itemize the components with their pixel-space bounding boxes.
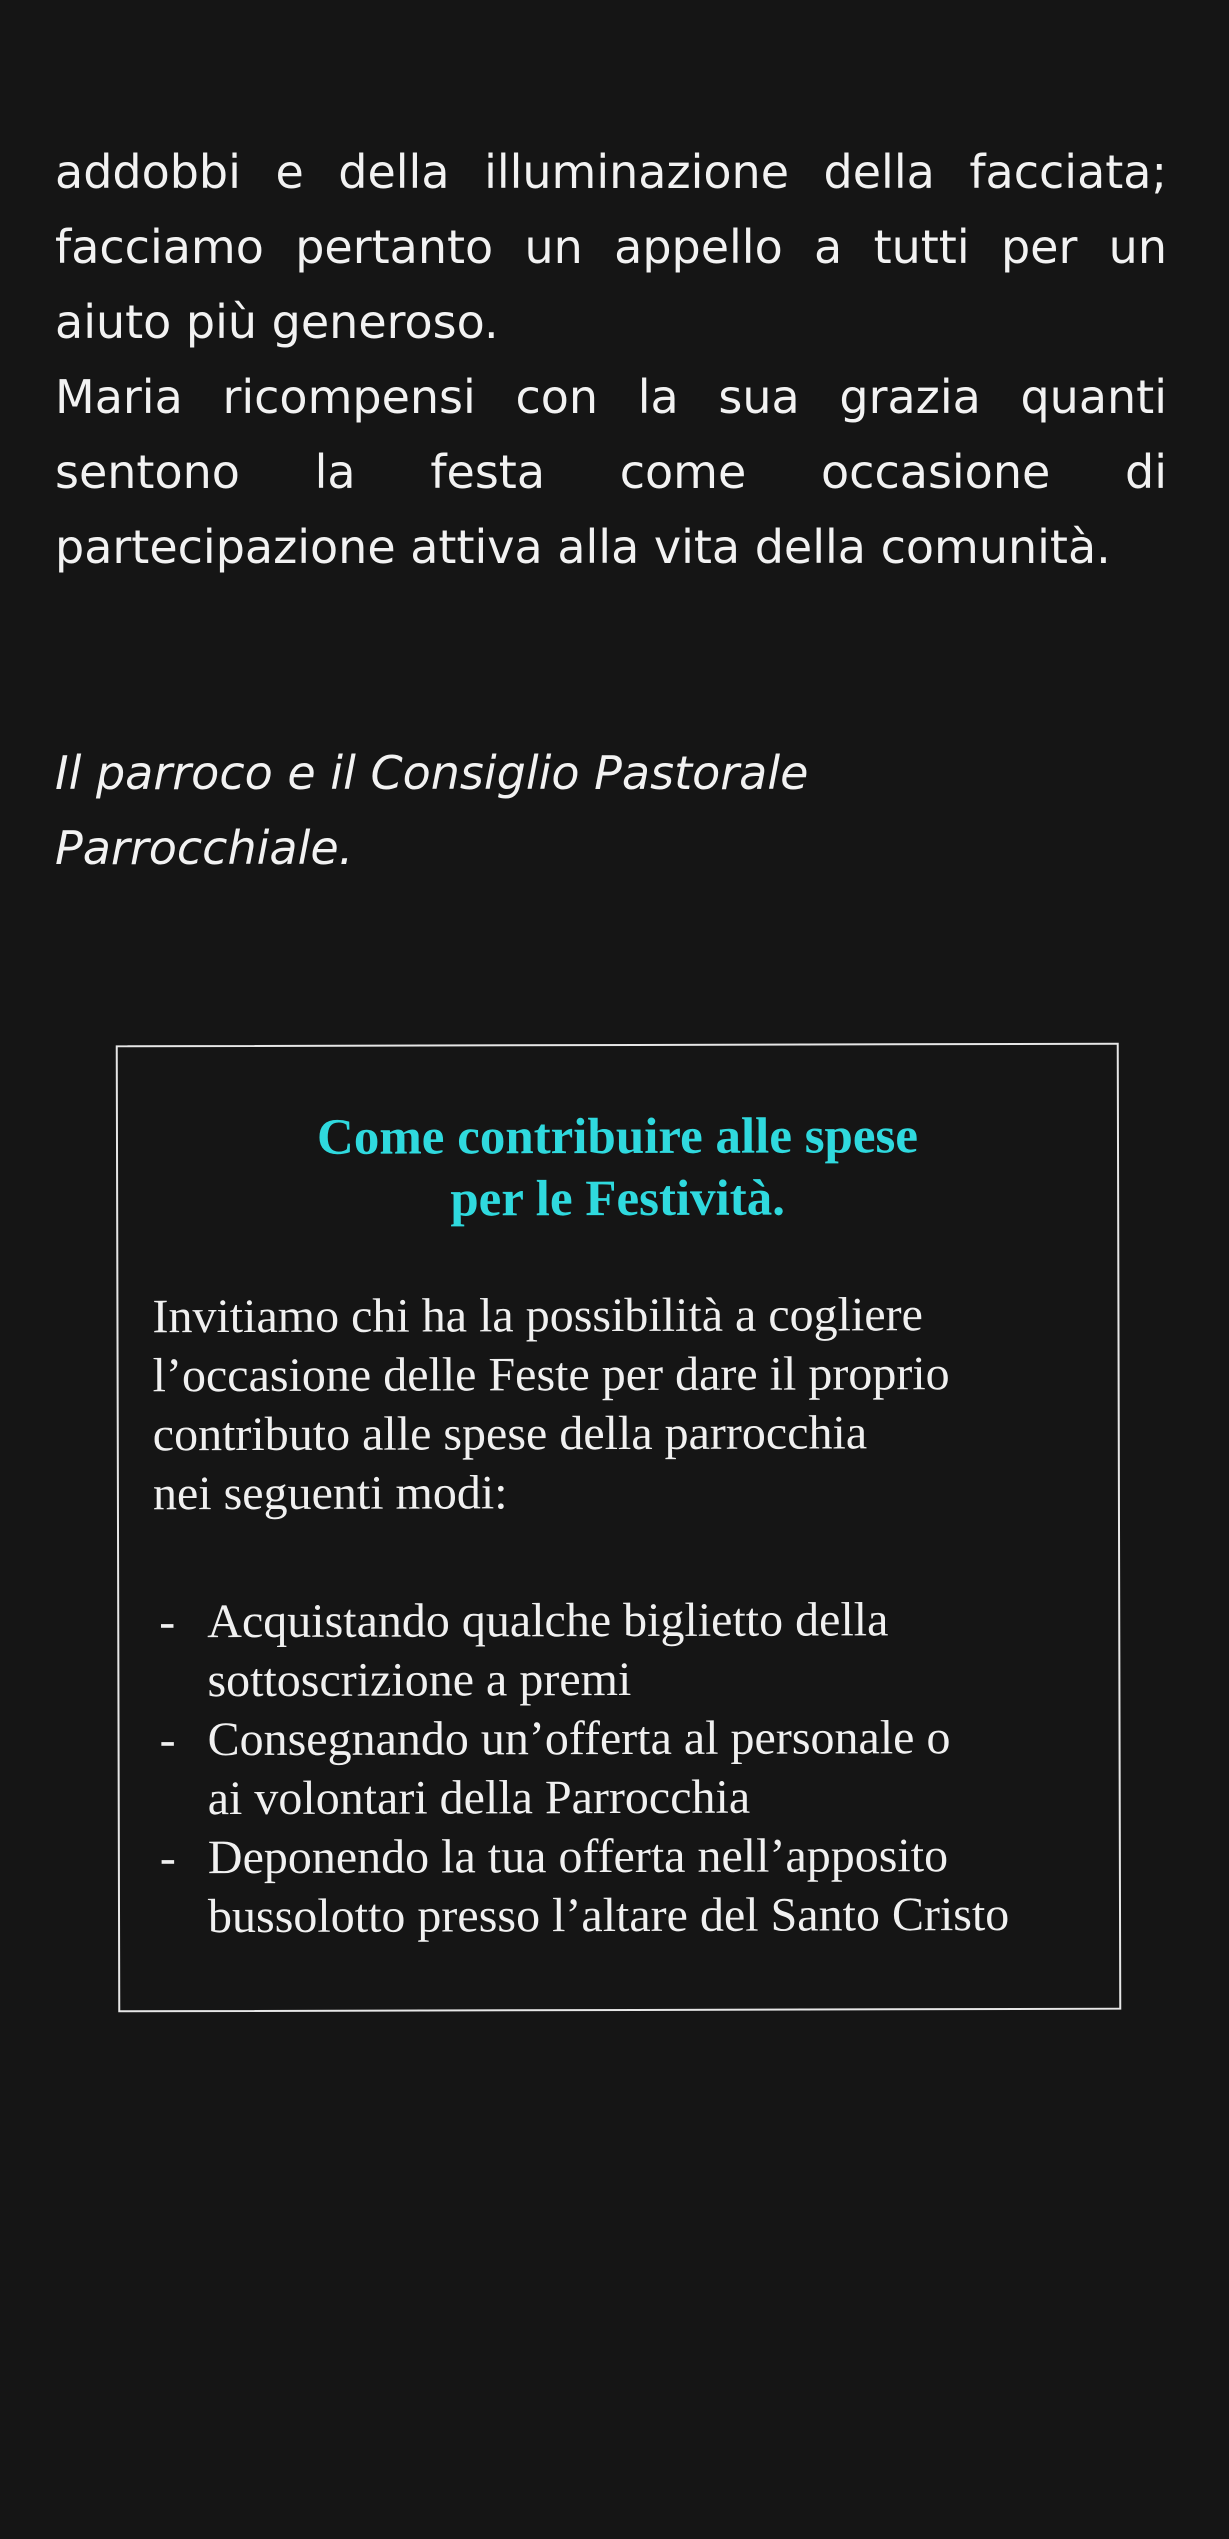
box-body-line: Invitiamo chi ha la possibilità a cogliere bbox=[152, 1288, 923, 1344]
list-item-line: sottoscrizione a premi bbox=[207, 1652, 632, 1708]
list-item-line: Deponendo la tua offerta nell’apposito bbox=[207, 1829, 949, 1885]
box-title bbox=[118, 1105, 1117, 1232]
list-item-line: Acquistando qualche biglietto della bbox=[207, 1593, 889, 1649]
dash-bullet: - bbox=[159, 1595, 176, 1649]
list-item bbox=[159, 1590, 1099, 1710]
box-body-line: l’occasione delle Feste per dare il proprio bbox=[152, 1347, 950, 1403]
box-title-line: per le Festività. bbox=[450, 1170, 786, 1228]
dash-bullet: - bbox=[159, 1713, 176, 1767]
box-body bbox=[152, 1285, 1093, 1523]
contribution-box bbox=[116, 1043, 1122, 2013]
signature bbox=[55, 736, 1055, 886]
signature-line: Parrocchiale. bbox=[55, 821, 354, 875]
intro-text bbox=[55, 135, 1167, 585]
text-line: partecipazione attiva alla vita della comunità. bbox=[55, 520, 1111, 574]
text-line: addobbi e della illuminazione della facciata; bbox=[55, 145, 1167, 199]
signature-line: Il parroco e il Consiglio Pastorale bbox=[55, 746, 809, 800]
text-line: sentono la festa come occasione di bbox=[55, 445, 1167, 499]
list-item-line: bussolotto presso l’altare del Santo Cristo bbox=[207, 1887, 1010, 1944]
box-title-line: Come contribuire alle spese bbox=[316, 1108, 919, 1166]
box-body-line: contributo alle spese della parrocchia bbox=[152, 1406, 868, 1462]
box-body-line: nei seguenti modi: bbox=[152, 1466, 508, 1521]
list-item bbox=[159, 1708, 1099, 1828]
list-item-line: ai volontari della Parrocchia bbox=[207, 1770, 751, 1826]
paragraph-blessing bbox=[55, 360, 1167, 585]
text-line: facciamo pertanto un appello a tutti per un bbox=[55, 220, 1167, 274]
paragraph-appeal bbox=[55, 135, 1167, 360]
text-line: Maria ricompensi con la sua grazia quanti bbox=[55, 370, 1167, 424]
text-line: aiuto più generoso. bbox=[55, 295, 499, 349]
dash-bullet: - bbox=[159, 1831, 176, 1885]
list-item bbox=[160, 1826, 1100, 1946]
contribution-ways-list bbox=[159, 1590, 1100, 1946]
list-item-line: Consegnando un’offerta al personale o bbox=[207, 1711, 951, 1767]
